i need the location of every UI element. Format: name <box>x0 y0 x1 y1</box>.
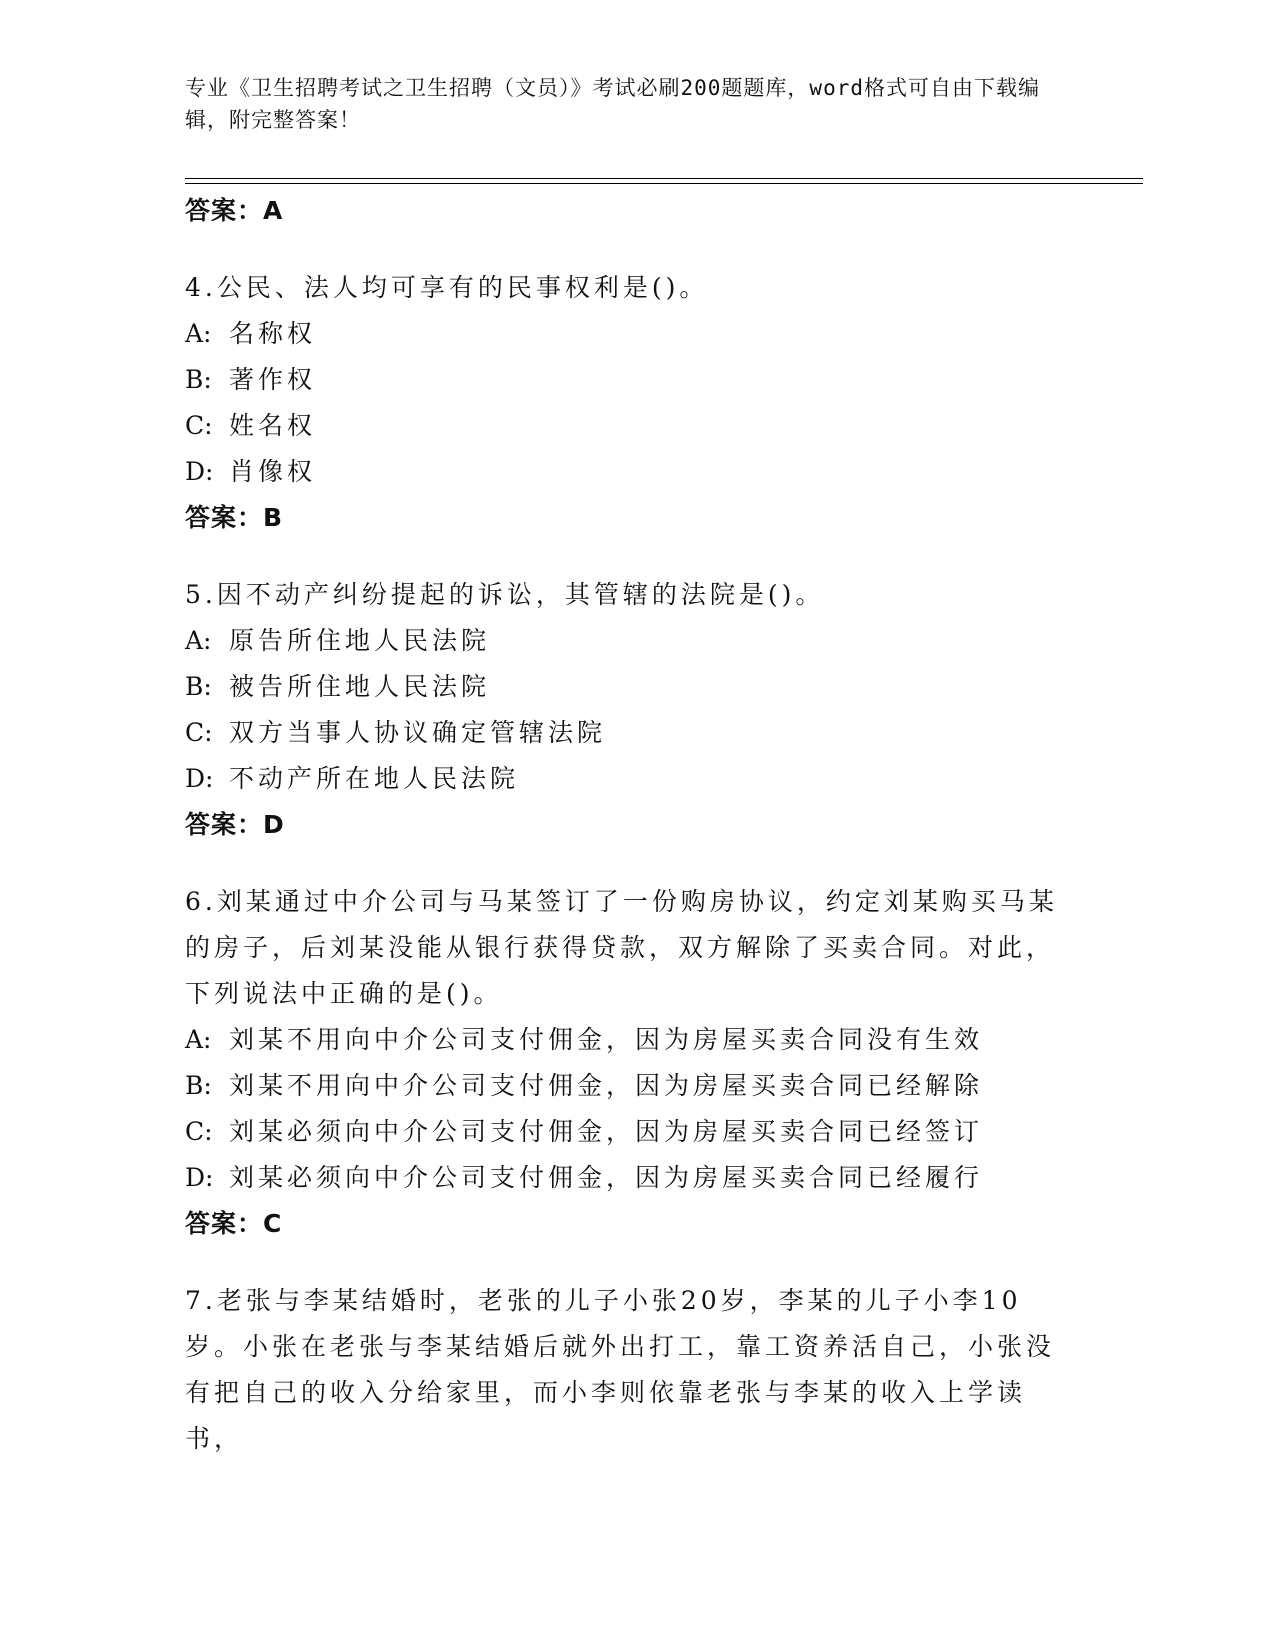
option-label: A: <box>185 626 212 655</box>
option-label: C: <box>185 1117 213 1146</box>
option-c <box>185 1109 1065 1155</box>
question-text: 6.刘某通过中介公司与马某签订了一份购房协议，约定刘某购买马某的房子，后刘某没能从银行获得贷款，双方解除了买卖合同。对此，下列说法中正确的是()。 <box>185 887 1058 1008</box>
option-a <box>185 311 1065 357</box>
option-b <box>185 1063 1065 1109</box>
option-label: B: <box>185 365 212 394</box>
option-text: 刘某必须向中介公司支付佣金，因为房屋买卖合同已经签订 <box>229 1117 984 1146</box>
question-5 <box>185 572 1065 848</box>
option-label: C: <box>185 718 213 747</box>
option-text: 不动产所在地人民法院 <box>229 764 520 793</box>
page-header: 专业《卫生招聘考试之卫生招聘（文员）》考试必刷200题题库，word格式可自由下载编辑，附完整答案！ <box>185 76 1040 132</box>
question-7 <box>185 1278 1065 1462</box>
answer-line: 答案：C <box>185 1209 283 1238</box>
answer-line: 答案：B <box>185 503 284 532</box>
option-label: C: <box>185 411 213 440</box>
option-text: 著作权 <box>229 365 317 394</box>
option-d <box>185 756 1065 802</box>
option-label: D: <box>185 764 214 793</box>
option-text: 刘某不用向中介公司支付佣金，因为房屋买卖合同没有生效 <box>229 1025 984 1054</box>
option-label: B: <box>185 1071 212 1100</box>
option-text: 刘某必须向中介公司支付佣金，因为房屋买卖合同已经履行 <box>229 1163 984 1192</box>
option-text: 姓名权 <box>229 411 317 440</box>
header-rule-top <box>185 178 1143 179</box>
option-text: 双方当事人协议确定管辖法院 <box>229 718 607 747</box>
option-d <box>185 1155 1065 1201</box>
option-text: 名称权 <box>229 319 317 348</box>
option-c <box>185 710 1065 756</box>
answer-line: 答案：A <box>185 196 284 225</box>
option-text: 被告所住地人民法院 <box>229 672 491 701</box>
question-4 <box>185 265 1065 541</box>
question-6 <box>185 879 1065 1247</box>
option-d <box>185 449 1065 495</box>
option-label: D: <box>185 1163 214 1192</box>
header-rule-bottom <box>185 183 1143 184</box>
document-body <box>185 188 1065 1462</box>
option-label: A: <box>185 319 212 348</box>
option-label: B: <box>185 672 212 701</box>
question-text: 4.公民、法人均可享有的民事权利是()。 <box>185 273 709 302</box>
option-a <box>185 618 1065 664</box>
answer-line: 答案：D <box>185 810 285 839</box>
option-text: 原告所住地人民法院 <box>229 626 491 655</box>
option-a <box>185 1017 1065 1063</box>
option-label: A: <box>185 1025 212 1054</box>
option-text: 刘某不用向中介公司支付佣金，因为房屋买卖合同已经解除 <box>229 1071 984 1100</box>
question-text: 5.因不动产纠纷提起的诉讼，其管辖的法院是()。 <box>185 580 825 609</box>
option-text: 肖像权 <box>229 457 317 486</box>
option-b <box>185 357 1065 403</box>
option-c <box>185 403 1065 449</box>
question-text: 7.老张与李某结婚时，老张的儿子小张20岁，李某的儿子小李10岁。小张在老张与李某结婚后就外出打工，靠工资养活自己，小张没有把自己的收入分给家里，而小李则依靠老张与李某的收入上学读书， <box>185 1286 1056 1453</box>
option-b <box>185 664 1065 710</box>
option-label: D: <box>185 457 214 486</box>
